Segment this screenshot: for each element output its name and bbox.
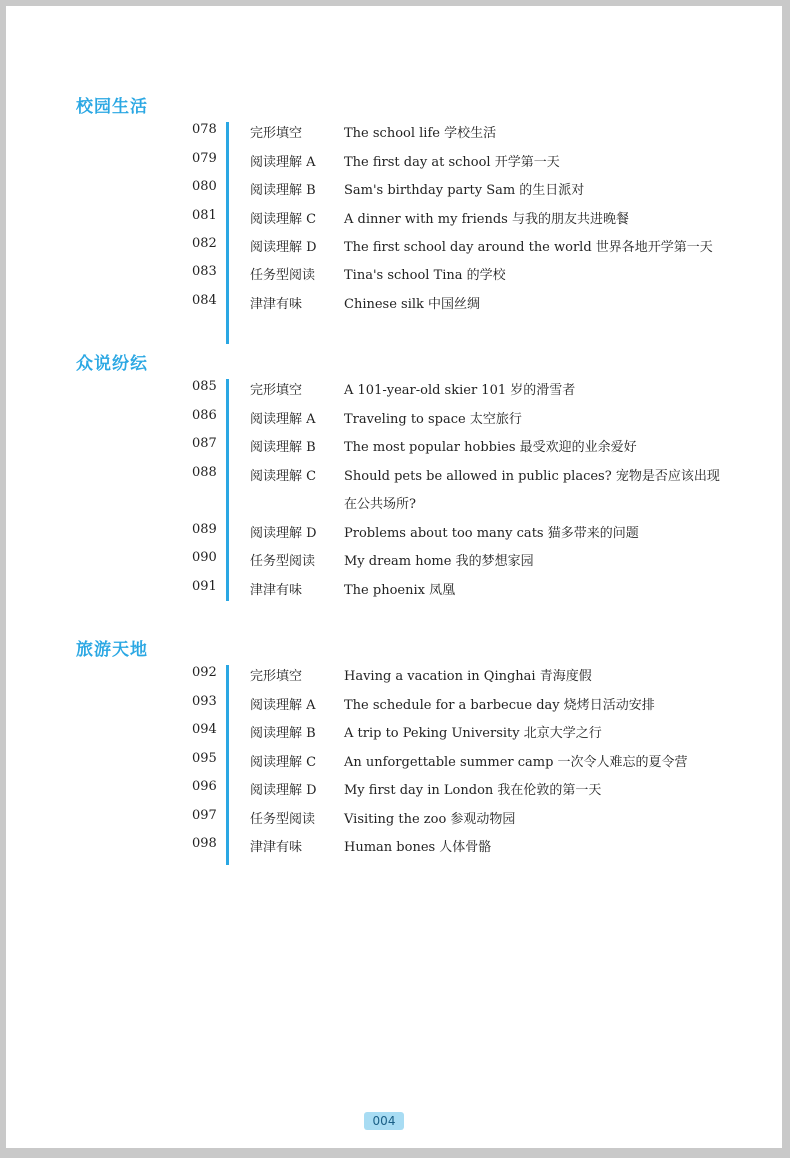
- entry-number: 087: [192, 436, 217, 451]
- entry-title: A trip to Peking University 北京大学之行: [344, 726, 602, 741]
- entry-category: 阅读理解 D: [250, 783, 317, 798]
- entry-title: Problems about too many cats 猫多带来的问题: [344, 526, 639, 541]
- entry-title: A dinner with my friends 与我的朋友共进晚餐: [344, 212, 629, 227]
- entry-title: Sam's birthday party Sam 的生日派对: [344, 183, 585, 198]
- entry-title: An unforgettable summer camp 一次令人难忘的夏令营: [344, 755, 688, 770]
- entry-number: 079: [192, 151, 217, 166]
- entry-category: 阅读理解 A: [250, 412, 316, 427]
- entry-title: Traveling to space 太空旅行: [344, 412, 522, 427]
- page-number: 004: [364, 1112, 404, 1130]
- entry-category: 阅读理解 B: [250, 440, 316, 455]
- entry-number: 085: [192, 379, 217, 394]
- entry-number: 089: [192, 522, 217, 537]
- entry-category: 任务型阅读: [250, 554, 316, 569]
- entry-title: The schedule for a barbecue day 烧烤日活动安排: [344, 698, 655, 713]
- section-title-opinions: 众说纷纭: [76, 354, 148, 374]
- entry-number: 097: [192, 808, 217, 823]
- entry-title: Chinese silk 中国丝绸: [344, 297, 481, 312]
- entry-title: Visiting the zoo 参观动物园: [344, 812, 516, 827]
- entry-title-continuation: 在公共场所?: [344, 497, 416, 512]
- entry-category: 津津有味: [250, 583, 303, 598]
- entry-number: 084: [192, 293, 217, 308]
- entry-number: 090: [192, 550, 217, 565]
- entry-category: 阅读理解 C: [250, 755, 317, 770]
- entry-category: 阅读理解 C: [250, 212, 317, 227]
- entry-category: 任务型阅读: [250, 268, 316, 283]
- entry-number: 082: [192, 236, 217, 251]
- entry-category: 阅读理解 D: [250, 526, 317, 541]
- entry-number: 078: [192, 122, 217, 137]
- entry-number: 095: [192, 751, 217, 766]
- entry-title: The most popular hobbies 最受欢迎的业余爱好: [344, 440, 637, 455]
- section-divider-bar: [226, 122, 229, 344]
- entry-number: 088: [192, 465, 217, 480]
- entry-number: 098: [192, 836, 217, 851]
- entry-number: 093: [192, 694, 217, 709]
- entry-number: 083: [192, 264, 217, 279]
- entry-category: 阅读理解 B: [250, 183, 316, 198]
- section-title-travel: 旅游天地: [76, 640, 148, 660]
- entry-category: 津津有味: [250, 840, 303, 855]
- entry-title: The first school day around the world 世界各地开学第一天: [344, 240, 713, 255]
- entry-category: 阅读理解 B: [250, 726, 316, 741]
- entry-category: 阅读理解 A: [250, 155, 316, 170]
- entry-category: 完形填空: [250, 126, 303, 141]
- entry-title: Having a vacation in Qinghai 青海度假: [344, 669, 592, 684]
- section-divider-bar: [226, 379, 229, 601]
- entry-title: My dream home 我的梦想家园: [344, 554, 534, 569]
- entry-category: 阅读理解 D: [250, 240, 317, 255]
- entry-category: 完形填空: [250, 669, 303, 684]
- entry-title: A 101-year-old skier 101 岁的滑雪者: [344, 383, 576, 398]
- entry-title: My first day in London 我在伦敦的第一天: [344, 783, 602, 798]
- entry-category: 津津有味: [250, 297, 303, 312]
- entry-number: 086: [192, 408, 217, 423]
- entry-number: 096: [192, 779, 217, 794]
- section-divider-bar: [226, 665, 229, 865]
- entry-number: 091: [192, 579, 217, 594]
- entry-title: The school life 学校生活: [344, 126, 497, 141]
- entry-category: 阅读理解 A: [250, 698, 316, 713]
- entry-number: 094: [192, 722, 217, 737]
- entry-title: Tina's school Tina 的学校: [344, 268, 506, 283]
- entry-number: 081: [192, 208, 217, 223]
- entry-category: 完形填空: [250, 383, 303, 398]
- entry-category: 阅读理解 C: [250, 469, 317, 484]
- entry-title: Human bones 人体骨骼: [344, 840, 492, 855]
- entry-title: The first day at school 开学第一天: [344, 155, 560, 170]
- document-page: [6, 6, 782, 1148]
- entry-number: 092: [192, 665, 217, 680]
- entry-title: Should pets be allowed in public places? 宠物是否应该出现: [344, 469, 720, 484]
- entry-title: The phoenix 凤凰: [344, 583, 456, 598]
- entry-category: 任务型阅读: [250, 812, 316, 827]
- entry-number: 080: [192, 179, 217, 194]
- section-title-campus-life: 校园生活: [76, 97, 148, 117]
